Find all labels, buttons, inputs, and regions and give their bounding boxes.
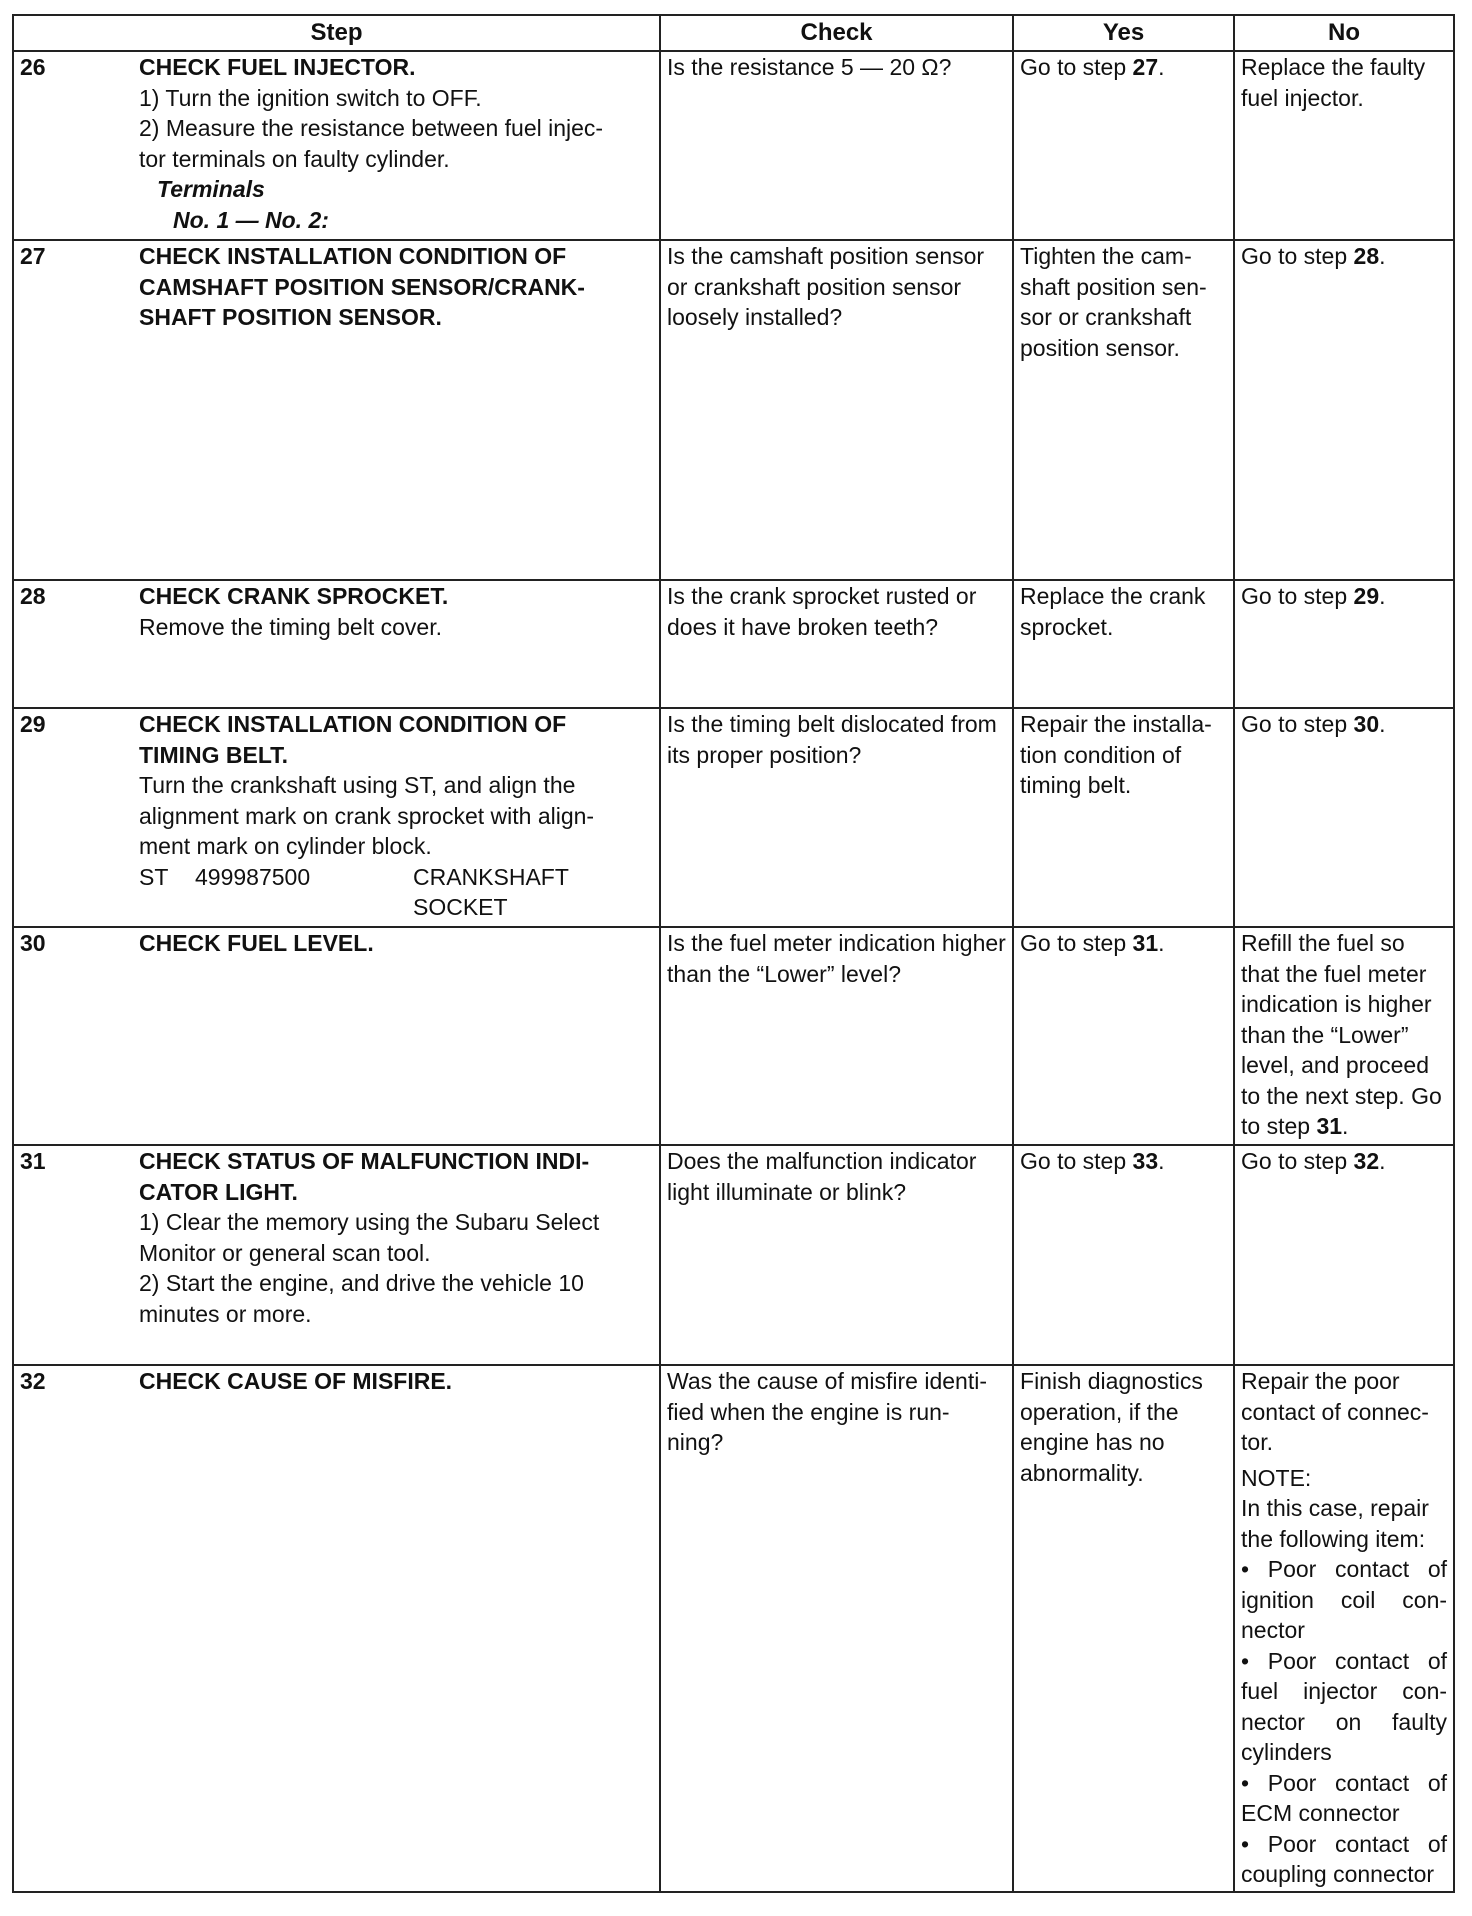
no-text: Go to step [1241, 243, 1354, 269]
no-text: Go to step [1241, 1148, 1354, 1174]
step-line: Remove the timing belt cover. [139, 613, 442, 640]
step-number: 31 [13, 1145, 133, 1365]
step-line: Monitor or general scan tool. [139, 1239, 431, 1266]
step-ref: 31 [1132, 930, 1159, 956]
yes-text: Go to step [1020, 54, 1133, 80]
step-line: minutes or more. [139, 1300, 312, 1327]
header-no: No [1234, 15, 1454, 51]
yes-text: Go to step [1020, 1148, 1133, 1174]
table-row [13, 240, 1454, 580]
special-tool-name [413, 862, 603, 923]
yes-line: abnormality. [1020, 1459, 1144, 1486]
no-cell [1234, 708, 1454, 927]
no-cell [1234, 1145, 1454, 1365]
diagnostic-table [12, 14, 1455, 1893]
step-description [133, 708, 660, 927]
no-text: Go to step [1241, 583, 1354, 609]
no-line: contact of connec- [1241, 1398, 1429, 1425]
check-cell: Is the timing belt dislocated from its proper position? [660, 708, 1013, 927]
yes-line: Tighten the cam- [1020, 243, 1192, 269]
step-description [133, 1145, 660, 1365]
yes-line: Repair the installa- [1020, 711, 1212, 737]
check-cell: Is the resistance 5 — 20 Ω? [660, 51, 1013, 240]
yes-cell [1013, 240, 1234, 580]
step-line: ment mark on cylinder block. [139, 833, 432, 859]
step-title-line: CHECK INSTALLATION CONDITION OF [139, 243, 567, 269]
no-line: level, and proceed [1241, 1052, 1429, 1078]
note-item-line: • Poor contact of [1241, 1769, 1448, 1796]
step-ref: 33 [1132, 1148, 1159, 1174]
no-line: tor. [1241, 1429, 1273, 1455]
yes-line: shaft position sen- [1020, 273, 1207, 300]
step-number: 29 [13, 708, 133, 927]
note-item-line: ignition coil con- [1241, 1586, 1448, 1613]
step-line: Turn the crankshaft using ST, and align the [139, 772, 576, 798]
yes-line: operation, if the [1020, 1398, 1179, 1425]
step-description [133, 1365, 660, 1892]
step-ref: 27 [1132, 54, 1159, 80]
step-title-line: SHAFT POSITION SENSOR. [139, 304, 442, 330]
note-label: NOTE: [1241, 1464, 1312, 1491]
no-suffix: . [1379, 711, 1386, 737]
step-description [133, 240, 660, 580]
step-number: 26 [13, 51, 133, 240]
yes-cell [1013, 51, 1234, 240]
yes-cell: Replace the crank sprocket. [1013, 580, 1234, 708]
no-cell [1234, 580, 1454, 708]
step-title: CHECK FUEL INJECTOR. [139, 54, 416, 80]
table-row [13, 1145, 1454, 1365]
no-suffix: . [1342, 1113, 1349, 1139]
yes-suffix: . [1158, 930, 1165, 956]
step-number: 30 [13, 927, 133, 1145]
yes-cell [1013, 708, 1234, 927]
header-row [13, 15, 1454, 51]
note-item-line: ECM connector [1241, 1800, 1400, 1826]
header-step: Step [13, 15, 660, 51]
step-ref: 31 [1316, 1113, 1343, 1139]
special-tool [139, 862, 653, 923]
yes-suffix: . [1158, 1148, 1165, 1174]
note-line: In this case, repair [1241, 1495, 1429, 1521]
step-title: CHECK CRANK SPROCKET. [139, 583, 449, 609]
no-line [1241, 1111, 1447, 1142]
note-line: the following item: [1241, 1525, 1426, 1552]
no-line: Repair the poor [1241, 1368, 1400, 1394]
yes-line: Finish diagnostics [1020, 1368, 1203, 1394]
special-tool-number: 499987500 [195, 863, 311, 890]
step-line: 2) Start the engine, and drive the vehicle 10 [139, 1270, 584, 1296]
no-line: to the next step. Go [1241, 1082, 1442, 1109]
yes-cell [1013, 1145, 1234, 1365]
step-title-line: TIMING BELT. [139, 741, 289, 768]
step-title-line: CHECK INSTALLATION CONDITION OF [139, 711, 567, 737]
check-cell: Is the fuel meter indication higher than the “Lower” level? [660, 927, 1013, 1145]
step-number: 27 [13, 240, 133, 580]
step-title-line: CAMSHAFT POSITION SENSOR/CRANK- [139, 273, 585, 300]
note-item-line: nector [1241, 1617, 1305, 1643]
no-text: Go to step [1241, 711, 1354, 737]
step-ref: 28 [1353, 243, 1380, 269]
no-text: to step [1241, 1113, 1317, 1139]
yes-cell [1013, 927, 1234, 1145]
yes-line: position sensor. [1020, 334, 1180, 361]
table-row [13, 51, 1454, 240]
yes-suffix: . [1158, 54, 1165, 80]
no-line: indication is higher [1241, 991, 1432, 1017]
no-line: than the “Lower” [1241, 1021, 1409, 1048]
table-row [13, 580, 1454, 708]
check-cell [660, 1365, 1013, 1892]
note-item-line: • Poor contact of [1241, 1556, 1448, 1582]
no-line: that the fuel meter [1241, 960, 1427, 987]
step-title: CHECK FUEL LEVEL. [139, 930, 374, 956]
no-suffix: . [1379, 1148, 1386, 1174]
table-row [13, 1365, 1454, 1892]
note-item-line: cylinders [1241, 1739, 1332, 1765]
yes-cell [1013, 1365, 1234, 1892]
step-ref: 30 [1353, 711, 1380, 737]
no-cell [1234, 927, 1454, 1145]
no-suffix: . [1379, 583, 1386, 609]
no-line: Refill the fuel so [1241, 930, 1405, 956]
step-description [133, 51, 660, 240]
table-row [13, 708, 1454, 927]
step-line: alignment mark on crank sprocket with align- [139, 802, 595, 829]
step-line: tor terminals on faulty cylinder. [139, 145, 450, 172]
check-line: fied when the engine is run- [667, 1398, 950, 1425]
no-suffix: . [1379, 243, 1386, 269]
step-ref: 32 [1353, 1148, 1380, 1174]
step-line: 2) Measure the resistance between fuel injec- [139, 115, 604, 141]
note-item-line: coupling connector [1241, 1861, 1435, 1887]
check-cell: Is the crank sprocket rusted or does it have broken teeth? [660, 580, 1013, 708]
step-description [133, 580, 660, 708]
step-title-line: CHECK STATUS OF MALFUNCTION INDI- [139, 1148, 590, 1174]
note-item-line: fuel injector con- [1241, 1678, 1448, 1704]
check-line: ning? [667, 1429, 724, 1455]
header-yes: Yes [1013, 15, 1234, 51]
special-tool-name-line: CRANKSHAFT [413, 863, 569, 890]
yes-line: engine has no [1020, 1429, 1165, 1455]
yes-text: Go to step [1020, 930, 1133, 956]
step-number: 28 [13, 580, 133, 708]
check-cell: Does the malfunction indicator light illuminate or blink? [660, 1145, 1013, 1365]
check-line: Was the cause of misfire identi- [667, 1368, 988, 1394]
terminals-value: No. 1 — No. 2: [173, 206, 329, 233]
step-line: 1) Turn the ignition switch to OFF. [139, 84, 482, 111]
special-tool-name-line: SOCKET [413, 894, 508, 920]
step-ref: 29 [1353, 583, 1380, 609]
step-number: 32 [13, 1365, 133, 1892]
yes-line: tion condition of [1020, 741, 1182, 768]
note-item-line: • Poor contact of [1241, 1647, 1448, 1674]
yes-line: sor or crankshaft [1020, 304, 1192, 330]
yes-line: timing belt. [1020, 772, 1132, 798]
terminals-label: Terminals [157, 176, 265, 202]
step-title: CHECK CAUSE OF MISFIRE. [139, 1368, 453, 1394]
note-item-line: nector on faulty [1241, 1708, 1448, 1735]
no-cell [1234, 1365, 1454, 1892]
special-tool-label: ST [139, 863, 169, 890]
no-cell [1234, 240, 1454, 580]
note-item-line: • Poor contact of [1241, 1830, 1448, 1857]
no-cell: Replace the faulty fuel injector. [1234, 51, 1454, 240]
step-description [133, 927, 660, 1145]
step-line: 1) Clear the memory using the Subaru Select [139, 1209, 600, 1235]
header-check: Check [660, 15, 1013, 51]
table-row [13, 927, 1454, 1145]
check-cell: Is the camshaft position sensor or crankshaft position sensor loosely installed? [660, 240, 1013, 580]
step-title-line: CATOR LIGHT. [139, 1178, 298, 1205]
